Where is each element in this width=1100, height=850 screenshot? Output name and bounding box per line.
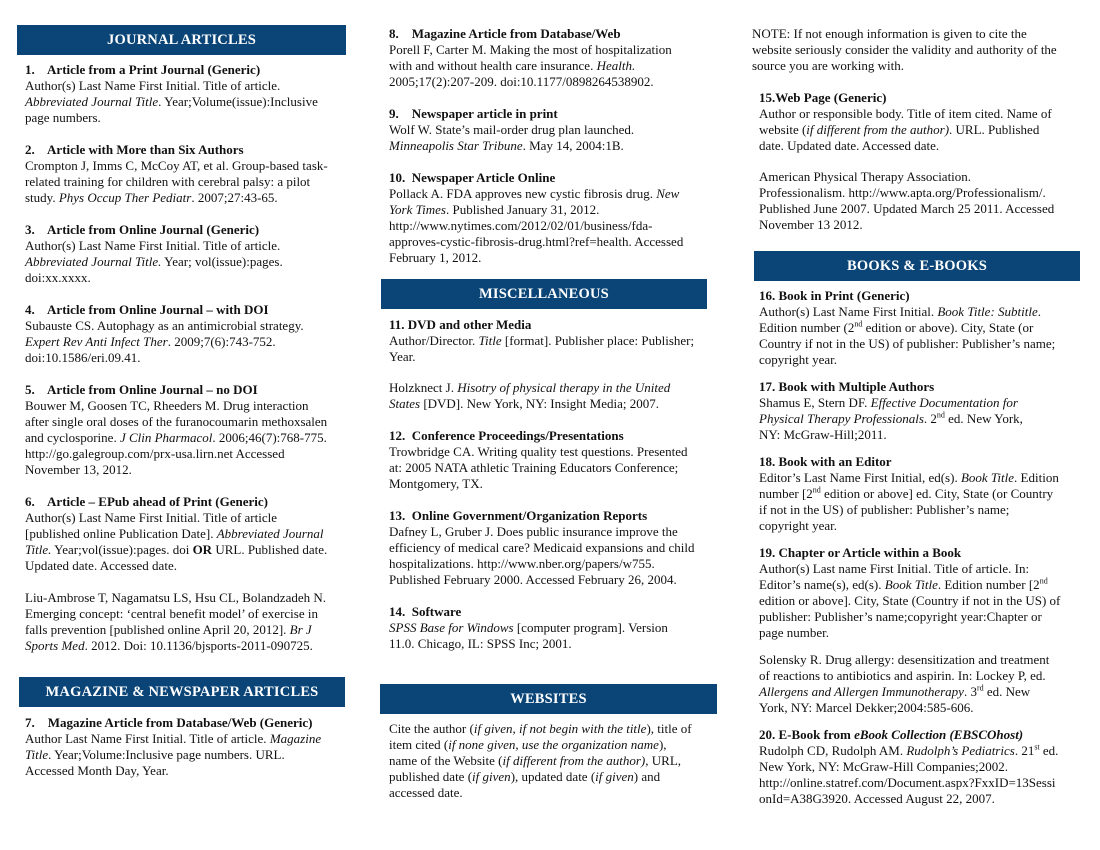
text-segment: Pollack A. FDA approves new cystic fibrosis drug. (389, 186, 657, 201)
entry-text (759, 411, 1093, 427)
text-segment: if given, if not begin with the title (473, 721, 647, 736)
entry-text: efficiency of medical care? Medicaid expansions and child (389, 540, 695, 555)
journal-title: J Clin Pharmacol (119, 430, 213, 445)
entry-19-chapter-in-book (759, 545, 1093, 641)
entry-12-conference (389, 428, 719, 492)
text-segment: . 2007;27:43-65. (191, 190, 278, 205)
entry-text (759, 304, 1093, 320)
entry-text (389, 721, 719, 737)
entry-text: http://www.nytimes.com/2012/02/01/business/fda- (389, 218, 653, 233)
entry-text: http://online.statref.com/Document.aspx?FxxID=13Sessi (759, 775, 1056, 790)
text-segment: name of the Website ( (389, 753, 503, 768)
entry-text: Author(s) Last Name First Initial. Title of article. (25, 78, 281, 93)
entry-text (389, 380, 719, 396)
entry-19-example (759, 652, 1093, 716)
entry-16-book-print (759, 288, 1093, 368)
entry-text: Professionalism. http://www.apta.org/Professionalism/. (759, 185, 1046, 200)
text-segment: item cited ( (389, 737, 449, 752)
text-segment: OR (192, 542, 213, 557)
entry-title: 12. Conference Proceedings/Presentations (389, 428, 624, 443)
book-title: Allergens and Allergen Immunotherapy (759, 684, 964, 699)
text-segment: Author(s) Last Name First Initial. (759, 304, 938, 319)
entry-title: 10. Newspaper Article Online (389, 170, 556, 185)
entry-text: New York, NY: McGraw-Hill Companies;2002. (759, 759, 1009, 774)
text-segment: edition or above] ed. City, State (or Country (820, 486, 1054, 501)
entry-text (25, 747, 355, 763)
entry-text (25, 190, 355, 206)
entry-text: publisher: Publisher’s name;copyright year:Chapter or (759, 609, 1042, 624)
entry-title: 9. Newspaper article in print (389, 106, 558, 121)
entry-text: Author(s) Last Name First Initial. Title of article. (25, 238, 281, 253)
entry-text (25, 638, 355, 654)
entry-title: 11. DVD and other Media (389, 317, 532, 332)
entry-text (25, 94, 355, 110)
entry-15-web-page (759, 90, 1093, 154)
journal-title: Title. (25, 542, 52, 557)
journal-title: New (656, 186, 680, 201)
journal-title: Abbreviated Journal Title (25, 94, 159, 109)
entry-text: Liu-Ambrose T, Nagamatsu LS, Hsu CL, Bolandzadeh N. (25, 590, 326, 605)
ordinal-suffix: rd (976, 683, 984, 693)
entry-text: if not in the US) of publisher: Publisher’s name; (759, 502, 1010, 517)
entry-text: Subauste CS. Autophagy as an antimicrobial strategy. (25, 318, 304, 333)
text-segment: ), (658, 737, 667, 752)
entry-text (389, 737, 719, 753)
entry-text: copyright year. (759, 518, 837, 533)
entry-text (759, 577, 1093, 593)
text-segment: . 2006;46(7):768-775. (212, 430, 327, 445)
entry-17-multiple-authors (759, 379, 1093, 443)
text-segment: Edition number (2 (759, 320, 855, 335)
book-title: Book Title: Subtitle (937, 304, 1038, 319)
ordinal-suffix: st (1034, 742, 1040, 752)
section-header-magazine-newspaper: MAGAZINE & NEWSPAPER ARTICLES (19, 677, 345, 707)
text-segment: . Year;Volume(issue):Inclusive (158, 94, 318, 109)
text-segment: . May 14, 2004:1B. (522, 138, 624, 153)
entry-13-government-reports (389, 508, 719, 588)
entry-15-example (759, 169, 1093, 233)
entry-text: website seriously consider the validity and authority of the (752, 42, 1057, 57)
journal-title: Sports Med (25, 638, 85, 653)
journal-title: Title (478, 333, 502, 348)
journal-title: Title (25, 747, 49, 762)
text-segment: falls prevention [published online April 20, 2012]. (25, 622, 290, 637)
text-segment: and cyclosporine. (25, 430, 120, 445)
text-segment: Author Last Name First Initial. Title of article. (25, 731, 270, 746)
entry-text: page numbers. (25, 110, 101, 125)
text-segment: if different from the author) (806, 122, 950, 137)
entry-text (389, 753, 719, 769)
entry-title: 14. Software (389, 604, 462, 619)
text-segment: [computer program]. Version (513, 620, 668, 635)
text-segment: published date ( (389, 769, 473, 784)
entry-title: 18. Book with an Editor (759, 454, 892, 469)
entry-text: Country if not in the US) of publisher: Publisher’s name; (759, 336, 1056, 351)
section-header-books-ebooks: BOOKS & E-BOOKS (754, 251, 1080, 281)
entry-text: Montgomery, TX. (389, 476, 483, 491)
text-segment: study. (25, 190, 59, 205)
entry-title: 1. Article from a Print Journal (Generic) (25, 62, 261, 77)
entry-text: Published February 2000. Accessed February 26, 2004. (389, 572, 677, 587)
entry-title: 6. Article – EPub ahead of Print (Generic) (25, 494, 268, 509)
entry-title: 13. Online Government/Organization Reports (389, 508, 648, 523)
text-segment: if none given, use the organization name (448, 737, 659, 752)
text-segment: ed. New (983, 684, 1031, 699)
entry-text: November 13 2012. (759, 217, 863, 232)
section-header-websites: WEBSITES (380, 684, 717, 714)
book-title: Book Title (960, 470, 1015, 485)
entry-text (25, 542, 355, 558)
journal-title: Abbreviated Journal Title. (25, 254, 162, 269)
entry-text: page number. (759, 625, 830, 640)
entry-title: 19. Chapter or Article within a Book (759, 545, 962, 560)
text-segment: ed. (1039, 743, 1059, 758)
text-segment: . 2012. Doi: 10.1136/bjsports-2011-090725. (84, 638, 313, 653)
entry-text: York, NY: Marcel Dekker;2004:585-606. (759, 700, 974, 715)
entry-11-example (389, 380, 719, 412)
ordinal-suffix: nd (854, 319, 863, 329)
section-header-journal-articles: JOURNAL ARTICLES (17, 25, 346, 55)
entry-text (389, 138, 719, 154)
entry-18-book-editor (759, 454, 1093, 534)
text-segment: . (1037, 304, 1041, 319)
text-segment: URL. Published date. (212, 542, 328, 557)
entry-10-newspaper-online (389, 170, 719, 266)
text-segment: edition or above). City, State (or (862, 320, 1034, 335)
journal-title: Magazine (269, 731, 322, 746)
book-title: Book Title (884, 577, 938, 592)
entry-8-magazine-web (389, 26, 719, 90)
entry-text (759, 486, 1093, 502)
journal-title: Abbreviated Journal (216, 526, 324, 541)
text-segment: Year;vol(issue):pages. doi (51, 542, 193, 557)
text-segment: . Edition number [2 (937, 577, 1040, 592)
text-segment: ), updated date ( (510, 769, 596, 784)
entry-text: Author(s) Last name First Initial. Title of article. In: (759, 561, 1030, 576)
entry-title: 16. Book in Print (Generic) (759, 288, 910, 303)
entry-text: Bouwer M, Goosen TC, Rheeders M. Drug interaction (25, 398, 309, 413)
text-segment: , URL, (645, 753, 682, 768)
entry-text: after single oral doses of the furanocoumarin methoxsalen (25, 414, 328, 429)
entry-text: NOTE: If not enough information is given to cite the (752, 26, 1027, 41)
entry-text: NY: McGraw-Hill;2011. (759, 427, 887, 442)
text-segment: Cite the author ( (389, 721, 474, 736)
journal-title: Minneapolis Star Tribune (389, 138, 523, 153)
book-title: Effective Documentation for (870, 395, 1018, 410)
entry-11-dvd-media (389, 317, 719, 365)
entry-text: doi:xx.xxxx. (25, 270, 91, 285)
entry-text: doi:10.1586/eri.09.41. (25, 350, 141, 365)
entry-title: 5. Article from Online Journal – no DOI (25, 382, 258, 397)
entry-text (389, 58, 719, 74)
text-segment: . Year;Volume:Inclusive page numbers. URL. (48, 747, 285, 762)
entry-text: Updated date. Accessed date. (25, 558, 177, 573)
websites-instructions (389, 721, 719, 801)
entry-text: Year. (389, 349, 416, 364)
entry-text: Author or responsible body. Title of item cited. Name of (759, 106, 1052, 121)
entry-5-online-no-doi (25, 382, 355, 478)
entry-title: 17. Book with Multiple Authors (759, 379, 935, 394)
entry-4-online-doi (25, 302, 355, 366)
journal-title: Hisotry of physical therapy in the United (457, 380, 671, 395)
entry-text (25, 731, 355, 747)
entry-title (759, 727, 1093, 743)
journal-title: Expert Rev Anti Infect Ther (25, 334, 168, 349)
entry-title: 3. Article from Online Journal (Generic) (25, 222, 260, 237)
text-segment: . 3 (963, 684, 977, 699)
text-segment: number [2 (759, 486, 813, 501)
entry-3-online-journal (25, 222, 355, 286)
entry-6-epub (25, 494, 355, 574)
text-segment: Author/Director. (389, 333, 479, 348)
section-header-miscellaneous: MISCELLANEOUS (381, 279, 707, 309)
entry-text: 11.0. Chicago, IL: SPSS Inc; 2001. (389, 636, 572, 651)
website-note (752, 26, 1092, 74)
text-segment: . URL. Published (949, 122, 1040, 137)
entry-text (389, 333, 719, 349)
entry-text (25, 334, 355, 350)
ordinal-suffix: nd (1039, 576, 1048, 586)
text-segment: . 2 (923, 411, 937, 426)
text-segment: Rudolph CD, Rudolph AM. (759, 743, 907, 758)
text-segment: Editor’s name(s), ed(s). (759, 577, 885, 592)
entry-text (389, 202, 719, 218)
journal-title: States (389, 396, 421, 411)
entry-6-example (25, 590, 355, 654)
journal-title: Br J (289, 622, 312, 637)
entry-text: Author(s) Last Name First Initial. Title of article (25, 510, 278, 525)
ordinal-suffix: nd (812, 485, 821, 495)
text-segment: [published online Publication Date]. (25, 526, 217, 541)
entry-text: Wolf W. State’s mail-order drug plan launched. (389, 122, 635, 137)
journal-title: SPSS Base for Windows (389, 620, 514, 635)
text-segment: with and without health care insurance. (389, 58, 597, 73)
text-segment: ), title of (646, 721, 692, 736)
entry-text: accessed date. (389, 785, 463, 800)
text-segment: website ( (759, 122, 807, 137)
entry-text (25, 622, 355, 638)
entry-text: of reactions to antibiotics and aspirin. In: Lockey P, ed. (759, 668, 1046, 683)
entry-text (25, 526, 355, 542)
entry-text: hospitalizations. http://www.nber.org/papers/w755. (389, 556, 655, 571)
entry-text: Porell F, Carter M. Making the most of hospitalization (389, 42, 672, 57)
entry-text: edition or above]. City, State (Country if not in the US) of (759, 593, 1061, 608)
entry-text: Crompton J, Imms C, McCoy AT, et al. Group-based task- (25, 158, 328, 173)
entry-14-software (389, 604, 719, 652)
text-segment: . Edition (1014, 470, 1059, 485)
text-segment: [format]. Publisher place: Publisher; (501, 333, 695, 348)
text-segment: eBook Collection (EBSCOhost) (854, 727, 1024, 742)
entry-text: Dafney L, Gruber J. Does public insurance improve the (389, 524, 678, 539)
text-segment: if different from the author) (502, 753, 646, 768)
entry-title: 8. Magazine Article from Database/Web (389, 26, 621, 41)
entry-text (759, 122, 1093, 138)
entry-text (759, 684, 1093, 700)
text-segment: Year; vol(issue):pages. (161, 254, 283, 269)
entry-title: 7. Magazine Article from Database/Web (Generic) (25, 715, 313, 730)
entry-1-print-journal (25, 62, 355, 126)
text-segment: [DVD]. New York, NY: Insight Media; 2007. (420, 396, 659, 411)
entry-text: onId=A38G3920. Accessed August 22, 2007. (759, 791, 995, 806)
text-segment: if given (472, 769, 511, 784)
entry-2-six-authors (25, 142, 355, 206)
entry-title: 4. Article from Online Journal – with DOI (25, 302, 269, 317)
text-segment: Shamus E, Stern DF. (759, 395, 871, 410)
entry-text (389, 396, 719, 412)
entry-9-newspaper-print (389, 106, 719, 154)
entry-text: 2005;17(2):207-209. doi:10.1177/0898264538902. (389, 74, 654, 89)
text-segment: 20. E-Book from (759, 727, 855, 742)
entry-text: copyright year. (759, 352, 837, 367)
entry-text (25, 430, 355, 446)
text-segment: ) and (633, 769, 661, 784)
entry-text: Published June 2007. Updated March 25 2011. Accessed (759, 201, 1055, 216)
entry-title: 2. Article with More than Six Authors (25, 142, 244, 157)
book-title: Rudolph’s Pediatrics (906, 743, 1015, 758)
entry-text: date. Updated date. Accessed date. (759, 138, 940, 153)
text-segment: . 2009;7(6):743-752. (167, 334, 276, 349)
entry-text: Trowbridge CA. Writing quality test questions. Presented (389, 444, 688, 459)
entry-text: Emerging concept: ‘central benefit model’ of exercise in (25, 606, 318, 621)
entry-text (389, 186, 719, 202)
entry-text (389, 620, 719, 636)
entry-text (389, 769, 719, 785)
journal-title: Phys Occup Ther Pediatr (58, 190, 192, 205)
text-segment: . Published January 31, 2012. (445, 202, 600, 217)
entry-text (25, 254, 355, 270)
entry-text: source you are working with. (752, 58, 904, 73)
journal-title: Health. (596, 58, 636, 73)
entry-text: February 1, 2012. (389, 250, 482, 265)
entry-text: approves-cystic-fibrosis-drug.html?ref=health. Accessed (389, 234, 684, 249)
text-segment: ed. New York, (944, 411, 1023, 426)
text-segment: Editor’s Last Name First Initial, ed(s). (759, 470, 961, 485)
entry-text: at: 2005 NATA athletic Training Educators Conference; (389, 460, 679, 475)
journal-title: York Times (389, 202, 446, 217)
entry-text: http://go.galegroup.com/prx-usa.lirn.net Accessed (25, 446, 285, 461)
entry-text: Accessed Month Day, Year. (25, 763, 169, 778)
ordinal-suffix: nd (936, 410, 945, 420)
entry-text: Solensky R. Drug allergy: desensitization and treatment (759, 652, 1050, 667)
entry-text (759, 743, 1093, 759)
text-segment: if given (595, 769, 634, 784)
book-title: Physical Therapy Professionals (759, 411, 924, 426)
text-segment: . 21 (1014, 743, 1035, 758)
entry-text (759, 395, 1093, 411)
entry-text (759, 470, 1093, 486)
entry-text (759, 320, 1093, 336)
entry-text: November 13, 2012. (25, 462, 132, 477)
text-segment: Holzknect J. (389, 380, 458, 395)
entry-20-ebook (759, 727, 1093, 807)
entry-7-magazine-generic (25, 715, 355, 779)
entry-title: 15.Web Page (Generic) (759, 90, 887, 105)
entry-text: related training for children with cerebral palsy: a pilot (25, 174, 311, 189)
entry-text: American Physical Therapy Association. (759, 169, 972, 184)
